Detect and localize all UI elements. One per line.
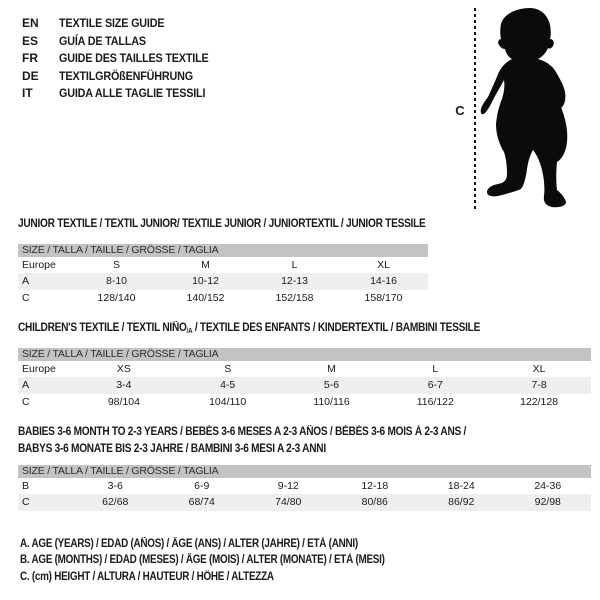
- table-cell: 9-12: [277, 480, 299, 492]
- table-cell: XL: [377, 259, 390, 271]
- table-cell: 92/98: [534, 496, 561, 509]
- children-table-rows: [18, 361, 591, 410]
- table-cell: 86/92: [448, 496, 475, 509]
- table-cell: 4-5: [220, 379, 236, 392]
- note-age-years: A. AGE (YEARS) / EDAD (AÑOS) / ÂGE (ANS) / ALTER (JAHRE) / ETÀ (ANNI): [20, 538, 358, 550]
- row-label: Europe: [22, 363, 56, 375]
- table-cell: 62/68: [102, 496, 129, 509]
- language-row: [22, 33, 225, 51]
- table-cell: 14-16: [370, 275, 397, 288]
- table-cell: 6-9: [194, 480, 210, 492]
- table-cell: 140/152: [186, 291, 225, 304]
- language-label: TEXTILE SIZE GUIDE: [59, 16, 165, 30]
- table-cell: L: [432, 363, 439, 375]
- baby-silhouette-shape: [481, 8, 568, 207]
- size-header-bar: SIZE / TALLA / TAILLE / GRÖSSE / TAGLIA: [18, 465, 591, 478]
- table-row: [18, 361, 591, 377]
- baby-silhouette-image: [480, 0, 600, 220]
- table-cell: 8-10: [105, 275, 127, 288]
- children-title-subscript: /A: [186, 328, 193, 335]
- table-cell: 80/86: [361, 496, 388, 509]
- size-header-bar: SIZE / TALLA / TAILLE / GRÖSSE / TAGLIA: [18, 244, 428, 257]
- note-height-cm: C. (cm) HEIGHT / ALTURA / HAUTEUR / HÖHE / ALTEZZA: [20, 570, 274, 583]
- table-row: [18, 394, 591, 410]
- row-label: B: [22, 480, 30, 492]
- table-cell: 158/170: [364, 291, 403, 304]
- language-row: [22, 68, 225, 86]
- table-cell: XL: [532, 363, 546, 375]
- children-title-part: CHILDREN'S TEXTILE / TEXTIL NIÑO: [18, 322, 187, 334]
- children-section-title: [18, 320, 480, 341]
- children-title-part: / TEXTILE DES ENFANTS / KINDERTEXTIL / BAMBINI TESSILE: [192, 322, 481, 334]
- table-cell: S: [112, 259, 120, 271]
- table-cell: M: [201, 259, 210, 271]
- language-label: GUIDA ALLE TAGLIE TESSILI: [59, 86, 206, 101]
- table-row: [18, 494, 591, 510]
- table-cell: M: [327, 363, 336, 375]
- table-cell: S: [224, 363, 232, 375]
- children-size-table: [18, 348, 591, 410]
- note-age-months: B. AGE (MONTHS) / EDAD (MESES) / ÂGE (MOIS) / ALTER (MONATE) / ETÀ (MESI): [20, 554, 385, 567]
- language-code: ES: [22, 33, 39, 48]
- babies-size-table: [18, 465, 591, 511]
- language-code: FR: [22, 51, 38, 66]
- table-cell: 10-12: [192, 275, 219, 288]
- table-cell: 152/158: [275, 291, 314, 304]
- language-row: [22, 85, 225, 103]
- language-label: GUÍA DE TALLAS: [59, 33, 146, 48]
- row-label: C: [22, 496, 30, 509]
- row-label: C: [22, 291, 30, 304]
- junior-section-title: JUNIOR TEXTILE / TEXTIL JUNIOR/ TEXTILE JUNIOR / JUNIORTEXTIL / JUNIOR TESSILE: [18, 218, 426, 230]
- table-cell: 116/122: [416, 395, 454, 408]
- junior-size-table: [18, 244, 428, 306]
- table-cell: 5-6: [323, 379, 340, 392]
- row-label: A: [22, 275, 30, 288]
- table-cell: 3-6: [107, 480, 123, 492]
- table-cell: 7-8: [531, 379, 547, 392]
- language-code: IT: [22, 86, 33, 101]
- table-row: [18, 377, 591, 393]
- table-row: [18, 290, 428, 306]
- language-label: GUIDE DES TAILLES TEXTILE: [59, 51, 209, 66]
- language-row: [22, 15, 225, 33]
- row-label: C: [22, 395, 30, 408]
- table-cell: 74/80: [275, 496, 302, 509]
- language-header: [22, 15, 225, 103]
- size-header-bar: SIZE / TALLA / TAILLE / GRÖSSE / TAGLIA: [18, 348, 591, 361]
- table-cell: 98/104: [107, 395, 140, 408]
- junior-table-rows: [18, 257, 428, 306]
- babies-title-line1: BABIES 3-6 MONTH TO 2-3 YEARS / BEBÉS 3-6 MESES A 2-3 AÑOS / BÉBÉS 3-6 MOIS À 2-3 ANS /: [18, 426, 467, 438]
- table-cell: 6-7: [427, 379, 443, 392]
- babies-title-line2: BABYS 3-6 MONATE BIS 2-3 JAHRE / BAMBINI 3-6 MESI A 2-3 ANNI: [18, 442, 326, 455]
- language-code: DE: [22, 68, 39, 83]
- language-label: TEXTILGRÖßENFÜHRUNG: [59, 68, 193, 83]
- language-code: EN: [22, 16, 39, 30]
- table-cell: 12-13: [281, 275, 308, 288]
- table-cell: 12-18: [361, 480, 389, 492]
- legend-notes: [20, 536, 444, 585]
- table-row: [18, 478, 591, 494]
- height-marker-label: C: [455, 103, 465, 118]
- table-cell: 122/128: [520, 395, 559, 408]
- table-cell: XS: [116, 363, 131, 375]
- table-cell: L: [291, 259, 298, 271]
- table-cell: 24-36: [534, 480, 562, 492]
- language-row: [22, 50, 225, 68]
- table-cell: 104/110: [209, 395, 247, 408]
- table-cell: 18-24: [447, 480, 475, 492]
- row-label: Europe: [22, 259, 56, 271]
- height-dashed-line: [474, 8, 476, 211]
- table-row: [18, 273, 428, 289]
- table-cell: 68/74: [188, 496, 215, 509]
- table-cell: 3-4: [116, 379, 132, 392]
- table-row: [18, 257, 428, 273]
- babies-section-title: [18, 424, 466, 457]
- table-cell: 128/140: [97, 291, 136, 304]
- row-label: A: [22, 379, 30, 392]
- babies-table-rows: [18, 478, 591, 511]
- table-cell: 110/116: [313, 395, 350, 408]
